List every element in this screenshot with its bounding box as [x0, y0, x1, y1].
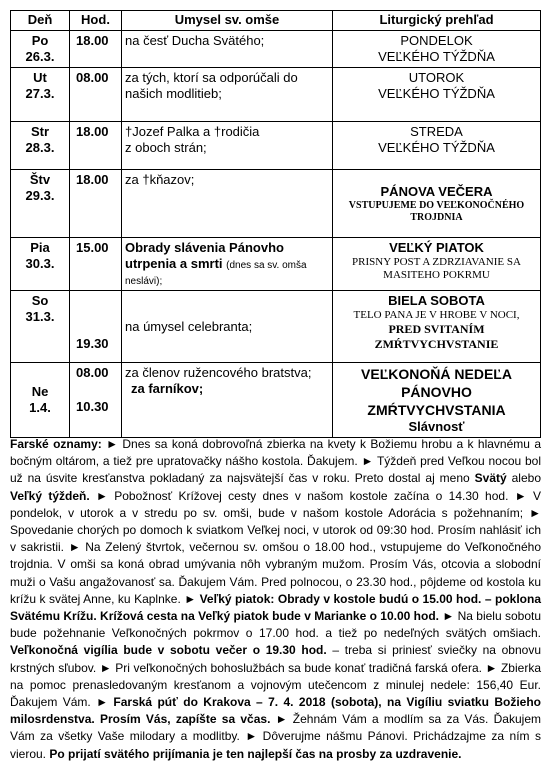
announcement-bold: Veľký týždeň.	[10, 488, 90, 503]
hour-cell: 08.00	[70, 68, 122, 122]
announcement-bold: Svätý	[474, 471, 507, 486]
liturgy-line: PONDELOK	[400, 33, 473, 48]
day-name: Ne	[31, 384, 49, 399]
intent-cell	[122, 363, 333, 438]
header-day: Deň	[11, 11, 70, 31]
header-liturgy: Liturgický prehľad	[333, 11, 541, 31]
intent-cell: na česť Ducha Svätého;	[122, 31, 333, 68]
announcement-text: ► Dnes sa koná dobrovoľná zbierka na kvety k Božiemu hrobu a k hlavnému a bočným oltárom, a tiež pre upratovačky nášho kostola. Ďakujem. ► Týždeň pred Veľkou nocou bol už na úsvite kresťanstva pokladaný za najsvätejší čas v roku. Preto dostal aj meno	[10, 437, 541, 486]
table-row	[11, 31, 541, 68]
liturgy-cell	[333, 291, 541, 363]
liturgy-line: STREDA	[410, 124, 463, 139]
intent-line: †Jozef Palka a †rodičia	[125, 124, 260, 139]
table-row	[11, 238, 541, 291]
liturgy-note: Slávnosť	[408, 419, 465, 434]
announcement-bold: Veľkonočná vigília bude v sobotu večer o 19.30 hod.	[10, 643, 327, 658]
day-date: 1.4.	[29, 400, 51, 415]
day-name: Ut	[33, 70, 47, 85]
liturgy-title: VEĽKONOŇÁ NEDEĽA PÁNOVHO ZMŔTVYCHVSTANIA	[361, 366, 512, 418]
day-cell	[11, 122, 70, 170]
mass-schedule-table	[10, 10, 541, 438]
day-cell	[11, 68, 70, 122]
liturgy-cell	[333, 238, 541, 291]
liturgy-line: VEĽKÉHO TÝŽDŇA	[378, 86, 495, 101]
intent-cell	[122, 122, 333, 170]
day-name: Po	[31, 33, 49, 48]
announcement-text: ► Na bielu sobotu bude požehnanie Veľkonočných pokrmov o 17.00 hod. a tiež po nedeľných svätých omšiach.	[10, 609, 542, 641]
liturgy-note: TELO PANA JE V HROBE V NOCI,	[353, 309, 520, 321]
intent-line: za farníkov;	[131, 381, 204, 396]
announcement-text: alebo	[506, 471, 541, 486]
announcement-bold: Farská púť do Krakova – 7. 4. 2018 (sobota), na Vigíliu sviatku Božieho milosrdenstva. Prosím Vás, zapíšte sa včas.	[10, 695, 541, 727]
liturgy-line: UTOROK	[408, 70, 465, 85]
hour-cell: 15.00	[70, 238, 122, 291]
hour-cell	[70, 363, 122, 438]
liturgy-title: PÁNOVA VEČERA	[380, 184, 493, 199]
table-row	[11, 68, 541, 122]
intent-line: z oboch strán;	[125, 140, 207, 155]
day-cell	[11, 238, 70, 291]
hour-cell: 18.00	[70, 31, 122, 68]
day-cell	[11, 363, 70, 438]
announcement-text: ► Pobožnosť Krížovej cesty dnes v našom kostole začína o 14.30 hod. ► V pondelok, v utorok a v stredu po sv. omši, bude v našom kostole Adorácia s požehnaním; ► Spovedanie chorých po domoch k sviatkom Veľkej noci, v utorok od 09:30 hod. Prosím nahlásiť ich v sakristii. ► Na Zelený štvrtok, večernou sv. omšou o 18.00 hod., vstupujeme do Veľkonočného trojdnia. V omši sa koná obrad umývania nôh vybraným mužom. Prosím Vás, otcovia a slobodní muži o Vašu angažovanosť sa. Ďakujem Vám. Pred polnocou, o 23.30 hod., pôjdeme od kostola ku krížu k svätej Anne, ku Kaplnke. ►	[10, 488, 541, 606]
hour-cell: 18.00	[70, 122, 122, 170]
announcement-bold: Po prijatí svätého prijímania je ten najlepší čas na prosby za uzdravenie.	[49, 746, 462, 761]
liturgy-note-bold: PRED SVITANÍM ZMŔTVYCHVSTANIE	[374, 322, 499, 351]
hour-cell: 19.30	[70, 291, 122, 363]
day-date: 29.3.	[25, 188, 55, 203]
day-name: Pia	[30, 240, 50, 255]
table-header-row	[11, 11, 541, 31]
day-name: Str	[30, 124, 50, 139]
announcement-bold: Veľký piatok: Obrady v kostole budú o 15.00 hod. – poklona Svätému Krížu. Krížová cesta na Veľký piatok bude v Marianke o 10.00 hod.	[10, 591, 541, 624]
intent-bold: Obrady slávenia Pánovho utrpenia a smrti	[125, 240, 284, 271]
announcement-text: – treba si priniesť sviečky na obnovu krstných sľubov. ► Pri veľkonočných bohoslužbách sa bude konať tradičná farská ofera. ► Zbierka na pomoc prenasledovaným kresťanom a vojnovým utečencom z minulej nedele: 156,40 Eur. Ďakujem Vám. ►	[10, 643, 541, 710]
day-date: 28.3.	[25, 140, 55, 155]
day-date: 27.3.	[25, 86, 55, 101]
announcements-label: Farské oznamy:	[10, 437, 102, 451]
day-cell	[11, 291, 70, 363]
liturgy-cell	[333, 122, 541, 170]
intent-cell: za tých, ktorí sa odporúčali do našich modlitieb;	[122, 68, 333, 122]
day-name: Štv	[29, 172, 51, 187]
liturgy-line: VEĽKÉHO TÝŽDŇA	[378, 140, 495, 155]
intent-cell: na úmysel celebranta;	[122, 291, 333, 363]
intent-cell: za †kňazov;	[122, 170, 333, 238]
hour-value: 10.30	[76, 399, 109, 414]
liturgy-title: VEĽKÝ PIATOK	[389, 240, 484, 255]
liturgy-cell	[333, 170, 541, 238]
day-name: So	[31, 293, 49, 308]
day-date: 26.3.	[25, 49, 55, 64]
liturgy-cell	[333, 363, 541, 438]
day-date: 30.3.	[25, 256, 55, 271]
liturgy-line: VEĽKÉHO TÝŽDŇA	[378, 49, 495, 64]
table-row	[11, 363, 541, 438]
liturgy-cell	[333, 31, 541, 68]
day-date: 31.3.	[25, 309, 55, 324]
table-row	[11, 170, 541, 238]
header-intent: Umysel sv. omše	[122, 11, 333, 31]
announcement-text: ► Žehnám Vám a modlím sa za Vás. Ďakujem Vám za všetky Vaše milodary a modlitby. ► Dôverujme nášmu Pánovi. Prichádzajme za ním s vierou.	[10, 712, 541, 761]
day-cell	[11, 31, 70, 68]
hour-value: 08.00	[76, 365, 109, 380]
intent-small: (dnes sa sv. omša neslávi);	[125, 260, 307, 287]
liturgy-title: BIELA SOBOTA	[388, 293, 485, 308]
table-row	[11, 122, 541, 170]
intent-line: za členov ružencového bratstva;	[125, 365, 312, 380]
liturgy-note: VSTUPUJEME DO VEĽKONOČNÉHO TROJDNIA	[348, 200, 525, 223]
header-hour: Hod.	[70, 11, 122, 31]
day-cell	[11, 170, 70, 238]
intent-cell	[122, 238, 333, 291]
table-row	[11, 291, 541, 363]
liturgy-note: PRISNY POST A ZDRZIAVANIE SA MASITEHO POKRMU	[352, 256, 521, 281]
parish-announcements	[10, 436, 541, 763]
liturgy-cell	[333, 68, 541, 122]
hour-cell: 18.00	[70, 170, 122, 238]
